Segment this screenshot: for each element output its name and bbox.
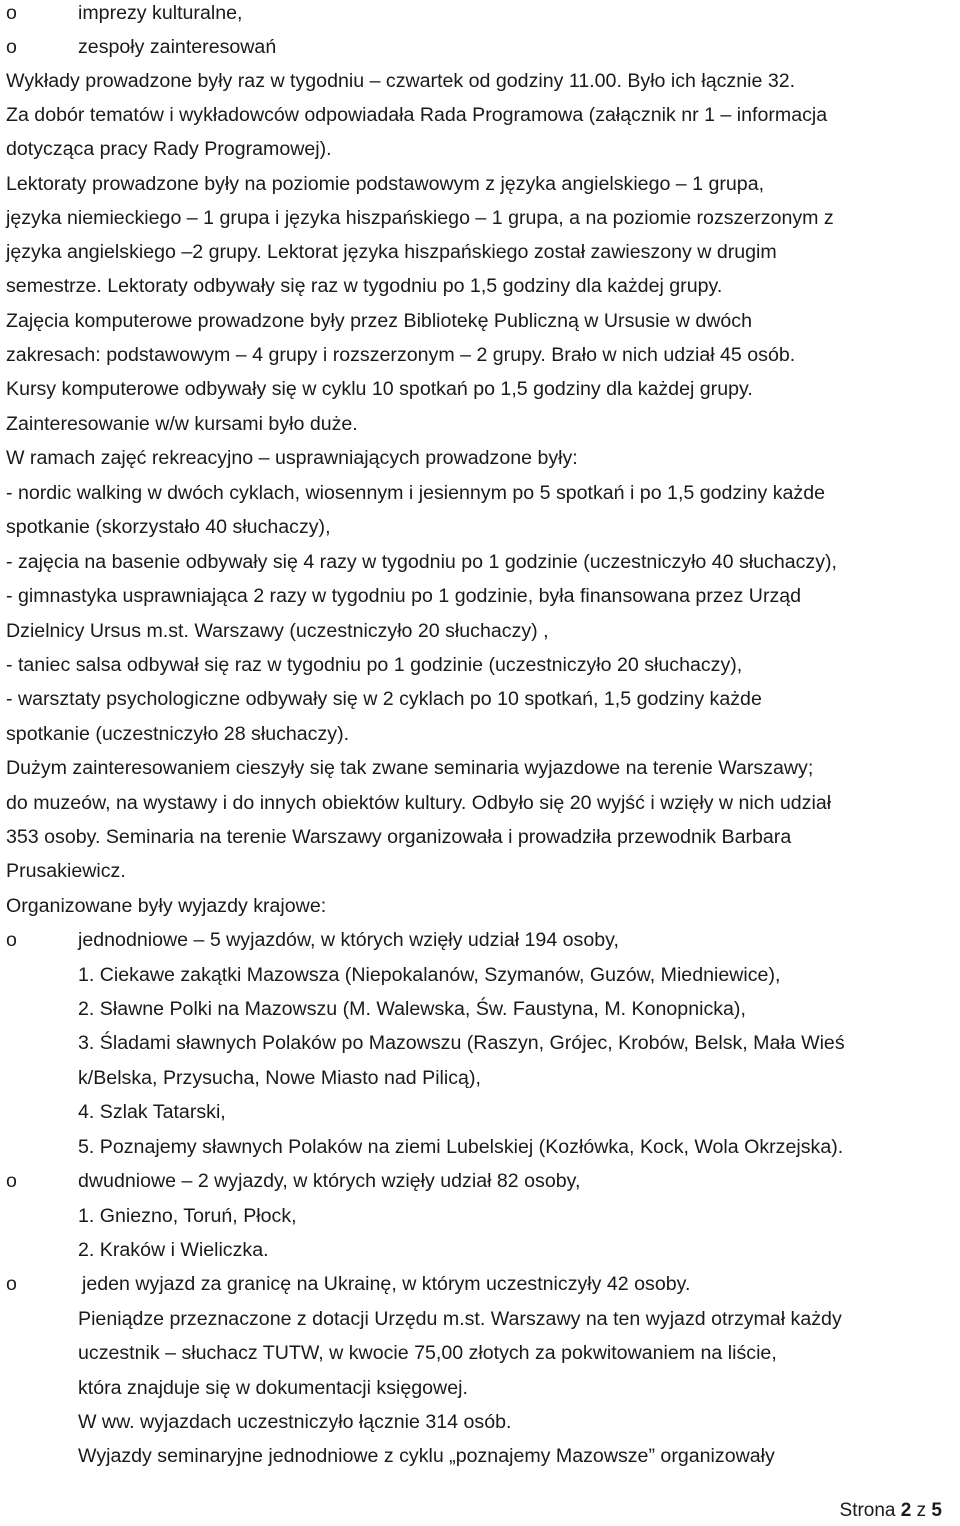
paragraph-line: Zainteresowanie w/w kursami było duże. xyxy=(6,413,358,435)
paragraph-line: Organizowane były wyjazdy krajowe: xyxy=(6,895,327,917)
bullet-marker: o xyxy=(6,2,17,24)
paragraph-line: k/Belska, Przysucha, Nowe Miasto nad Pilicą), xyxy=(78,1067,481,1089)
paragraph-line: semestrze. Lektoraty odbywały się raz w tygodniu po 1,5 godziny dla każdej grupy. xyxy=(6,275,723,297)
paragraph-line: spotkanie (skorzystało 40 słuchaczy), xyxy=(6,516,331,538)
numbered-item: 5. Poznajemy sławnych Polaków na ziemi Lubelskiej (Kozłówka, Kock, Wola Okrzejska). xyxy=(78,1136,844,1158)
paragraph-line: Za dobór tematów i wykładowców odpowiadała Rada Programowa (załącznik nr 1 – informacja xyxy=(6,104,828,126)
paragraph-line: Kursy komputerowe odbywały się w cyklu 10 spotkań po 1,5 godziny dla każdej grupy. xyxy=(6,378,753,400)
numbered-item: 2. Sławne Polki na Mazowszu (M. Walewska, Św. Faustyna, M. Konopnicka), xyxy=(78,998,746,1020)
footer-label: Strona xyxy=(839,1500,896,1521)
paragraph-line: Dzielnicy Ursus m.st. Warszawy (uczestniczyło 20 słuchaczy) , xyxy=(6,620,549,642)
footer-page-number: 2 xyxy=(900,1500,912,1521)
paragraph-line: Dużym zainteresowaniem cieszyły się tak zwane seminaria wyjazdowe na terenie Warszawy; xyxy=(6,757,814,779)
paragraph-line: - gimnastyka usprawniająca 2 razy w tygodniu po 1 godzinie, była finansowana przez Urząd xyxy=(6,585,802,607)
paragraph-line: Wyjazdy seminaryjne jednodniowe z cyklu „poznajemy Mazowsze” organizowały xyxy=(78,1445,775,1467)
bullet-marker: o xyxy=(6,36,17,58)
paragraph-line: - zajęcia na basenie odbywały się 4 razy w tygodniu po 1 godzinie (uczestniczyło 40 słuchaczy), xyxy=(6,551,837,573)
paragraph-line: spotkanie (uczestniczyło 28 słuchaczy). xyxy=(6,723,350,745)
numbered-item: 4. Szlak Tatarski, xyxy=(78,1101,226,1123)
page-footer xyxy=(840,1496,942,1526)
paragraph-line: Pieniądze przeznaczone z dotacji Urzędu m.st. Warszawy na ten wyjazd otrzymał każdy xyxy=(78,1308,842,1330)
paragraph-line: imprezy kulturalne, xyxy=(78,2,243,24)
paragraph-line: języka niemieckiego – 1 grupa i języka hiszpańskiego – 1 grupa, a na poziomie rozszerzonym z xyxy=(6,207,834,229)
paragraph-line: jeden wyjazd za granicę na Ukrainę, w którym uczestniczyły 42 osoby. xyxy=(82,1273,691,1295)
paragraph-line: 353 osoby. Seminaria na terenie Warszawy organizowała i prowadziła przewodnik Barbara xyxy=(6,826,792,848)
footer-total-pages: 5 xyxy=(931,1500,942,1521)
bullet-marker: o xyxy=(6,1273,17,1295)
numbered-item: 1. Ciekawe zakątki Mazowsza (Niepokalanów, Szymanów, Guzów, Miedniewice), xyxy=(78,964,781,986)
paragraph-line: W ramach zajęć rekreacyjno – usprawniających prowadzone były: xyxy=(6,447,578,469)
paragraph-line: dwudniowe – 2 wyjazdy, w których wzięły udział 82 osoby, xyxy=(78,1170,581,1192)
paragraph-line: która znajduje się w dokumentacji księgowej. xyxy=(78,1377,468,1399)
paragraph-line: dotycząca pracy Rady Programowej). xyxy=(6,138,332,160)
paragraph-line: - taniec salsa odbywał się raz w tygodniu po 1 godzinie (uczestniczyło 20 słuchaczy), xyxy=(6,654,743,676)
paragraph-line: Zajęcia komputerowe prowadzone były przez Bibliotekę Publiczną w Ursusie w dwóch xyxy=(6,310,752,332)
paragraph-line: zespoły zainteresowań xyxy=(78,36,277,58)
paragraph-line: - nordic walking w dwóch cyklach, wiosennym i jesiennym po 5 spotkań i po 1,5 godziny każde xyxy=(6,482,825,504)
paragraph-line: zakresach: podstawowym – 4 grupy i rozszerzonym – 2 grupy. Brało w nich udział 45 osób. xyxy=(6,344,796,366)
paragraph-line: Prusakiewicz. xyxy=(6,860,126,882)
footer-of: z xyxy=(916,1500,927,1521)
bullet-marker: o xyxy=(6,1170,17,1192)
paragraph-line: uczestnik – słuchacz TUTW, w kwocie 75,00 złotych za pokwitowaniem na liście, xyxy=(78,1342,777,1364)
paragraph-line: Lektoraty prowadzone były na poziomie podstawowym z języka angielskiego – 1 grupa, xyxy=(6,173,765,195)
paragraph-line: - warsztaty psychologiczne odbywały się w 2 cyklach po 10 spotkań, 1,5 godziny każde xyxy=(6,688,762,710)
paragraph-line: Wykłady prowadzone były raz w tygodniu – czwartek od godziny 11.00. Było ich łącznie 32. xyxy=(6,70,796,92)
numbered-item: 1. Gniezno, Toruń, Płock, xyxy=(78,1205,297,1227)
numbered-item: 3. Śladami sławnych Polaków po Mazowszu (Raszyn, Grójec, Krobów, Belsk, Mała Wieś xyxy=(78,1032,845,1054)
paragraph-line: języka angielskiego –2 grupy. Lektorat języka hiszpańskiego został zawieszony w drugim xyxy=(6,241,777,263)
numbered-item: 2. Kraków i Wieliczka. xyxy=(78,1239,269,1261)
paragraph-line: W ww. wyjazdach uczestniczyło łącznie 314 osób. xyxy=(78,1411,512,1433)
paragraph-line: do muzeów, na wystawy i do innych obiektów kultury. Odbyło się 20 wyjść i wzięły w nich udział xyxy=(6,792,832,814)
bullet-marker: o xyxy=(6,929,17,951)
paragraph-line: jednodniowe – 5 wyjazdów, w których wzięły udział 194 osoby, xyxy=(78,929,619,951)
